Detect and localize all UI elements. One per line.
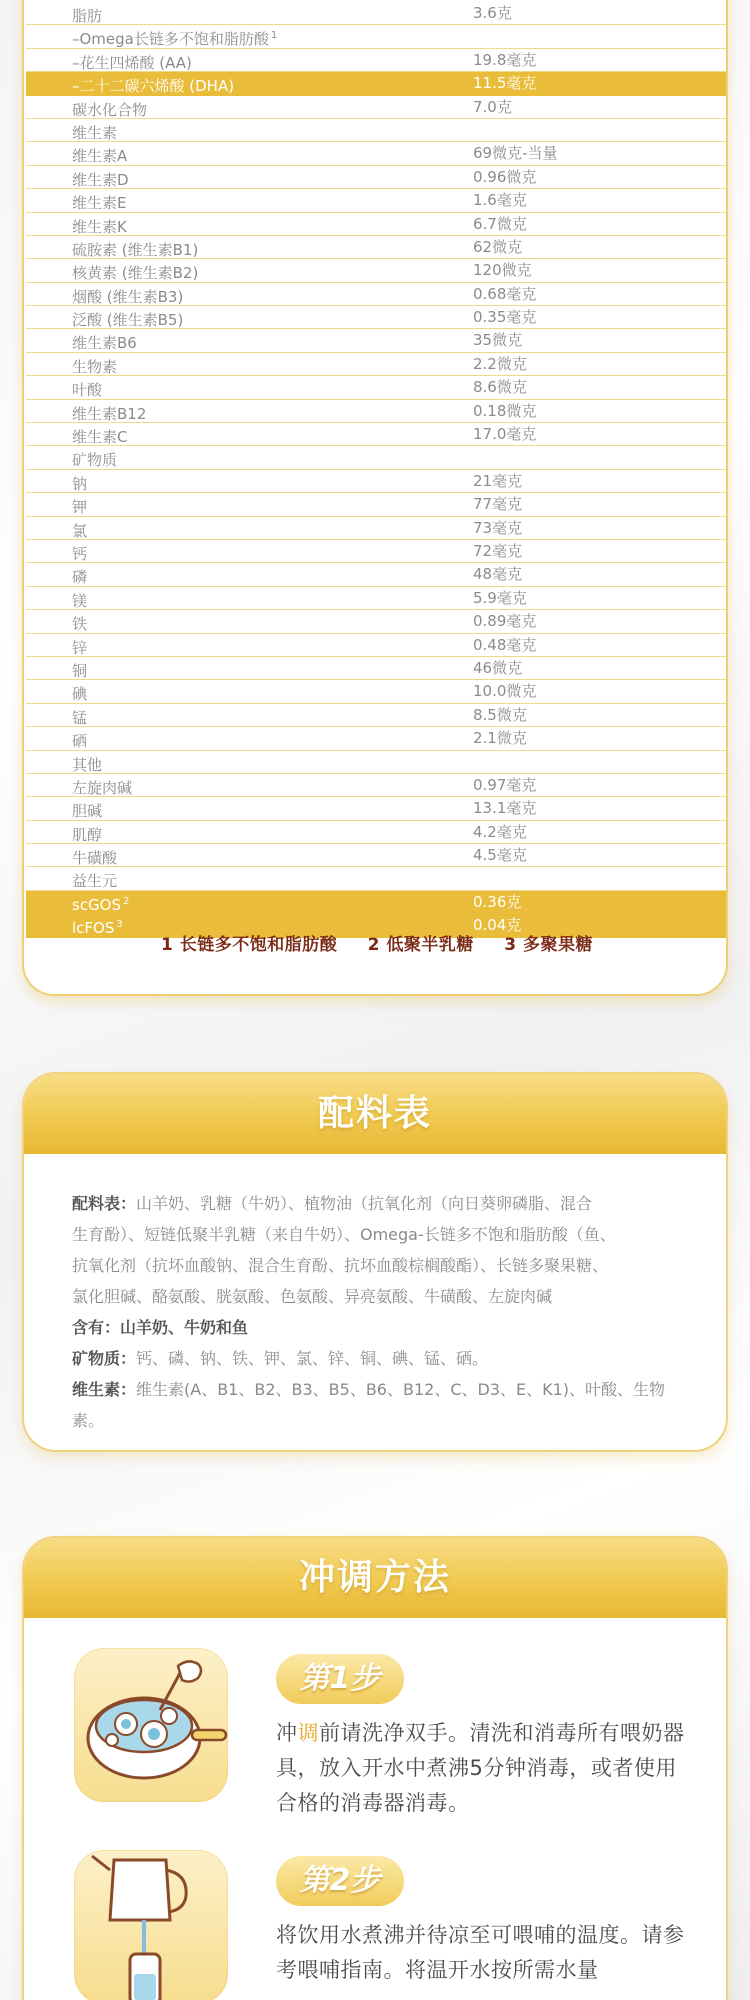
pot-icon (74, 1648, 228, 1802)
ingredients-text-1: 山羊奶、乳糖（牛奶）、植物油（抗氧化剂（向日葵卵磷脂、混合 (136, 1194, 593, 1213)
nutrient-name: 矿物质 (72, 451, 118, 470)
ingredients-line-3: 抗氧化剂（抗坏血酸钠、混合生育酚、抗坏血酸棕榈酸酯）、长链多聚果糖、 (72, 1256, 609, 1275)
ingredients-title: 配料表 (24, 1074, 726, 1154)
nutrition-row (26, 797, 726, 820)
nutrition-row (26, 259, 726, 282)
nutrient-value: 7.0克 (473, 97, 512, 116)
nutrition-footnotes (24, 930, 730, 955)
nutrient-name: 碳水化合物 (72, 100, 148, 119)
nutrient-value: 72毫克 (473, 541, 523, 560)
nutrition-row (26, 657, 726, 680)
nutrition-row (26, 353, 726, 376)
nutrition-row (26, 423, 726, 446)
minerals-text: 钙、磷、钠、铁、钾、氯、锌、铜、碘、锰、硒。 (136, 1349, 489, 1368)
nutrient-name: 硒 (72, 732, 88, 751)
nutrient-name: 铁 (72, 615, 88, 634)
nutrition-row (26, 563, 726, 586)
sterilize-pot-illustration (74, 1648, 228, 1802)
nutrient-name: 硫胺素 (维生素B1) (72, 240, 199, 259)
nutrient-name: 泛酸 (维生素B5) (72, 311, 184, 330)
nutrient-name: 维生素 (72, 123, 118, 142)
nutrient-name: 生物素 (72, 357, 118, 376)
nutrient-name: 牛磺酸 (72, 849, 118, 868)
step-1-text-post: 前请洗净双手。清洗和消毒所有喂奶器具，放入开水中煮沸5分钟消毒，或者使用合格的消毒器消毒。 (276, 1721, 685, 1815)
nutrient-name: 核黄素 (维生素B2) (72, 264, 199, 283)
nutrition-row (26, 704, 726, 727)
step-1-text (276, 1716, 686, 1821)
nutrition-table (26, 2, 726, 938)
ingredients-body (24, 1154, 726, 1436)
step-1-text-accent: 调 (297, 1721, 319, 1745)
nutrition-row (26, 142, 726, 165)
step-1-badge: 第1步 (276, 1654, 404, 1704)
nutrient-value: 11.5毫克 (473, 74, 537, 93)
step-2-badge: 第2步 (276, 1856, 404, 1906)
nutrient-value: 62微克 (473, 237, 523, 256)
nutrition-row (26, 493, 726, 516)
step-1-text-pre: 冲 (276, 1721, 298, 1745)
step-2-text: 将饮用水煮沸并待凉至可喂哺的温度。请参考喂哺指南。将温开水按所需水量 (276, 1923, 685, 1982)
preparation-card (22, 1536, 728, 2000)
nutrient-name: 维生素E (72, 194, 127, 213)
nutrition-row (26, 283, 726, 306)
nutrient-value: 1.6毫克 (473, 191, 527, 210)
nutrient-name: 烟酸 (维生素B3) (72, 287, 184, 306)
nutrient-name: 氯 (72, 521, 88, 540)
nutrient-name: 磷 (72, 568, 88, 587)
preparation-title: 冲调方法 (24, 1538, 726, 1618)
nutrient-value: 0.96微克 (473, 167, 537, 186)
nutrition-row (26, 306, 726, 329)
nutrient-value: 0.68毫克 (473, 284, 537, 303)
nutrient-footnote-mark: 3 (116, 919, 123, 931)
pour-water-illustration (74, 1850, 228, 2000)
nutrient-value: 0.04克 (473, 916, 522, 935)
nutrition-row (26, 166, 726, 189)
nutrient-value: 77毫克 (473, 495, 523, 514)
nutrient-name: 胆碱 (72, 802, 103, 821)
nutrient-name: 肌醇 (72, 825, 103, 844)
nutrition-row (26, 867, 726, 890)
nutrient-value: 5.9毫克 (473, 588, 527, 607)
allergen-line: 含有：山羊奶、牛奶和鱼 (72, 1318, 249, 1337)
nutrient-footnote-mark: 2 (123, 895, 130, 907)
nutrient-name: lcFOS $^3$ (72, 919, 123, 938)
nutrient-name: 碘 (72, 685, 88, 704)
nutrition-row (26, 751, 726, 774)
footnote-2: 2 低聚半乳糖 (367, 935, 474, 955)
ingredients-label: 配料表： (72, 1194, 137, 1213)
kettle-bottle-icon (74, 1850, 228, 2000)
nutrition-row (26, 844, 726, 867)
nutrition-row (26, 774, 726, 797)
nutrient-value: 6.7微克 (473, 214, 527, 233)
nutrition-row (26, 213, 726, 236)
nutrition-row (26, 634, 726, 657)
nutrient-name: –Omega长链多不饱和脂肪酸 $^1$ (72, 30, 278, 49)
nutrition-row (26, 400, 726, 423)
nutrient-value: 73毫克 (473, 518, 523, 537)
nutrient-name: 维生素B12 (72, 404, 147, 423)
vitamins-text: 维生素(A、B1、B2、B3、B5、B6、B12、C、D3、E、K1)、叶酸、生物素。 (72, 1380, 666, 1430)
nutrient-value: 21毫克 (473, 471, 523, 490)
nutrition-row (26, 119, 726, 142)
nutrient-value: 3.6克 (473, 4, 512, 22)
nutrient-name: 其他 (72, 755, 103, 774)
nutrient-name: 钾 (72, 498, 88, 517)
nutrient-value: 0.18微克 (473, 401, 537, 420)
nutrient-value: 2.2微克 (473, 354, 527, 373)
nutrient-value: 13.1毫克 (473, 799, 537, 818)
nutrition-row (26, 25, 726, 48)
nutrient-value: 2.1微克 (473, 729, 527, 748)
nutrition-row (26, 2, 726, 25)
nutrient-name: 益生元 (72, 872, 118, 891)
nutrition-row (26, 329, 726, 352)
nutrient-value: 17.0毫克 (473, 425, 537, 444)
nutrient-value: 0.35毫克 (473, 308, 537, 327)
nutrition-row (26, 470, 726, 493)
nutrient-name: scGOS $^2$ (72, 895, 130, 914)
ingredients-line-4: 氯化胆碱、酪氨酸、胱氨酸、色氨酸、异亮氨酸、牛磺酸、左旋肉碱 (72, 1287, 553, 1306)
nutrient-value: 46微克 (473, 658, 523, 677)
nutrition-row (26, 680, 726, 703)
nutrition-row (26, 236, 726, 259)
nutrition-row (26, 49, 726, 72)
nutrition-row (26, 96, 726, 119)
nutrition-card (22, 0, 728, 996)
nutrient-value: 10.0微克 (473, 682, 537, 701)
nutrient-value: 4.5毫克 (473, 846, 527, 865)
nutrient-value: 120微克 (473, 261, 532, 280)
nutrient-name: 维生素K (72, 217, 127, 236)
nutrient-value: 48毫克 (473, 565, 523, 584)
nutrition-row (26, 727, 726, 750)
nutrition-row (26, 587, 726, 610)
nutrition-row (26, 72, 726, 95)
nutrition-row (26, 821, 726, 844)
nutrient-name: 铜 (72, 661, 88, 680)
nutrient-name: 脂肪 (72, 7, 103, 25)
nutrient-value: 0.36克 (473, 892, 522, 911)
ingredients-line-1 (72, 1188, 680, 1219)
nutrient-value: 69微克-当量 (473, 144, 558, 163)
nutrition-row (26, 446, 726, 469)
vitamins-label: 维生素： (72, 1380, 137, 1399)
nutrition-row (26, 610, 726, 633)
nutrient-name: 锌 (72, 638, 88, 657)
nutrient-value: 4.2毫克 (473, 822, 527, 841)
nutrient-name: 左旋肉碱 (72, 778, 133, 797)
vitamins-line (72, 1374, 680, 1436)
nutrient-value: 0.89毫克 (473, 612, 537, 631)
nutrition-row (26, 540, 726, 563)
footnote-1: 1 长链多不饱和脂肪酸 (160, 935, 338, 955)
nutrition-row (26, 891, 726, 914)
nutrient-value: 0.97毫克 (473, 775, 537, 794)
nutrient-name: –花生四烯酸 (AA) (72, 53, 192, 72)
nutrient-name: 维生素A (72, 147, 128, 166)
nutrient-value: 8.6微克 (473, 378, 527, 397)
nutrition-row (26, 189, 726, 212)
nutrient-name: 维生素B6 (72, 334, 137, 353)
minerals-label: 矿物质： (72, 1349, 137, 1368)
nutrient-name: 维生素D (72, 170, 129, 189)
ingredients-line-2: 生育酚）、短链低聚半乳糖（来自牛奶）、Omega-长链多不饱和脂肪酸（鱼、 (72, 1225, 616, 1244)
nutrient-value: 35微克 (473, 331, 523, 350)
footnote-3: 3 多聚果糖 (504, 935, 594, 955)
nutrient-footnote-mark: 1 (270, 30, 278, 42)
nutrient-name: 叶酸 (72, 381, 103, 400)
nutrient-value: 19.8毫克 (473, 50, 537, 69)
nutrient-name: 钙 (72, 544, 88, 563)
nutrient-name: –二十二碳六烯酸 (DHA) (72, 77, 235, 96)
nutrient-name: 维生素C (72, 428, 128, 447)
nutrition-row (26, 376, 726, 399)
nutrient-name: 钠 (72, 474, 88, 493)
nutrient-value: 0.48毫克 (473, 635, 537, 654)
minerals-line (72, 1343, 680, 1374)
nutrient-name: 镁 (72, 591, 88, 610)
nutrient-value: 8.5微克 (473, 705, 527, 724)
nutrient-name: 锰 (72, 708, 88, 727)
nutrition-row (26, 517, 726, 540)
ingredients-card (22, 1072, 728, 1452)
